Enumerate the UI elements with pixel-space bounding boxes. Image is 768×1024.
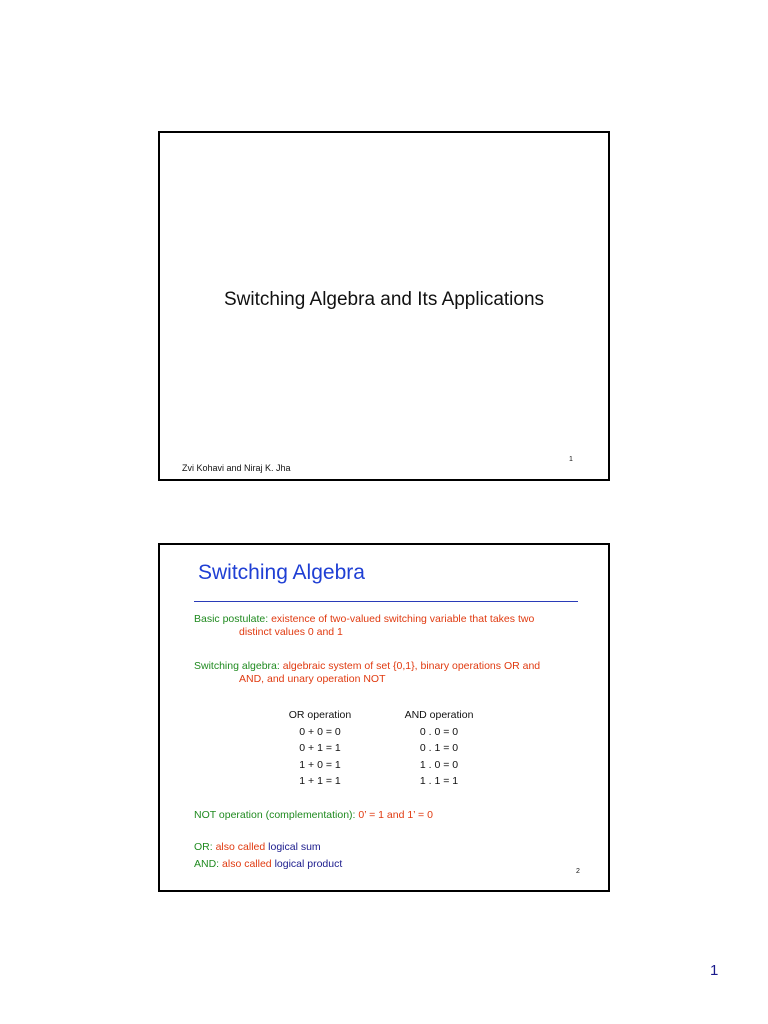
or-row: 0 + 0 = 0 — [299, 725, 341, 738]
slide-2 — [158, 543, 610, 892]
not-operation-label: NOT operation (complementation): — [194, 809, 356, 821]
title-divider — [194, 601, 578, 602]
not-operation-text: 0’ = 1 and 1’ = 0 — [358, 809, 433, 821]
slide-1-title: Switching Algebra and Its Applications — [223, 289, 545, 310]
and-operation-header: AND operation — [404, 709, 474, 721]
basic-postulate-text-line2: distinct values 0 and 1 — [239, 626, 343, 638]
and-note — [194, 858, 579, 871]
or-row: 1 + 0 = 1 — [299, 758, 341, 771]
switching-algebra-label: Switching algebra: — [194, 660, 280, 672]
switching-algebra-text-line1: algebraic system of set {0,1}, binary operations OR and — [282, 660, 541, 672]
and-row: 1 . 1 = 1 — [419, 775, 459, 787]
not-operation-paragraph — [194, 809, 579, 822]
slide-1 — [158, 131, 610, 481]
and-row: 0 . 1 = 0 — [419, 742, 459, 754]
and-row: 1 . 0 = 0 — [419, 758, 459, 771]
or-note — [194, 841, 579, 854]
switching-algebra-text-line2: AND, and unary operation NOT — [239, 673, 386, 685]
slide-1-number: 1 — [569, 456, 573, 463]
slide-1-authors: Zvi Kohavi and Niraj K. Jha — [182, 463, 291, 473]
or-row: 0 + 1 = 1 — [299, 742, 341, 754]
page-number: 1 — [710, 962, 719, 979]
basic-postulate-text-line1: existence of two-valued switching variable that takes two — [271, 613, 535, 625]
basic-postulate-paragraph — [194, 613, 579, 639]
or-note-label: OR: — [194, 841, 213, 853]
and-note-term: logical product — [274, 858, 343, 870]
or-note-term: logical sum — [268, 841, 321, 853]
and-operation-table — [394, 707, 484, 790]
and-note-text: also called — [222, 858, 272, 870]
basic-postulate-label: Basic postulate: — [194, 613, 269, 625]
and-note-label: AND: — [194, 858, 220, 870]
slide-2-title: Switching Algebra — [198, 561, 365, 584]
or-row: 1 + 1 = 1 — [299, 775, 341, 787]
switching-algebra-paragraph — [194, 660, 579, 686]
slide-2-number: 2 — [576, 868, 580, 875]
or-operation-table — [275, 707, 365, 790]
or-note-text: also called — [215, 841, 266, 853]
and-row: 0 . 0 = 0 — [419, 725, 459, 738]
or-operation-header: OR operation — [288, 709, 352, 721]
